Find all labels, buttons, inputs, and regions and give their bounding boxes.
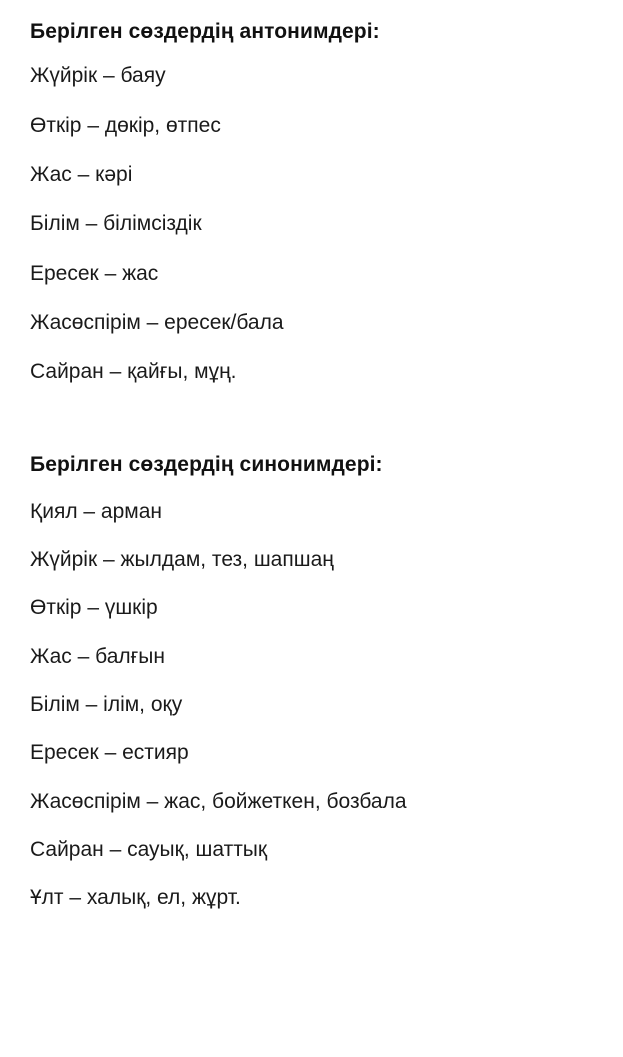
section-divider-space — [30, 385, 599, 451]
list-item: Өткір – үшкір — [30, 596, 158, 620]
list-item: Білім – ілім, оқу — [30, 692, 183, 716]
synonyms-section — [30, 451, 599, 911]
list-item: Өткір – дөкір, өтпес — [30, 113, 221, 137]
list-item: Жасөспірім – жас, бойжеткен, бозбала — [30, 789, 407, 813]
synonyms-heading: Берілген сөздердің синонимдері: — [30, 453, 383, 477]
list-item: Қиял – арман — [30, 499, 163, 523]
list-item: Ересек – жас — [30, 261, 159, 285]
list-item: Жас – кәрі — [30, 162, 133, 186]
antonyms-list — [30, 62, 599, 385]
list-item: Жүйрік – баяу — [30, 64, 166, 88]
list-item: Жүйрік – жылдам, тез, шапшаң — [30, 548, 334, 572]
list-item: Жасөспірім – ересек/бала — [30, 310, 284, 334]
list-item: Білім – білімсіздік — [30, 212, 202, 236]
list-item: Ересек – естияр — [30, 741, 189, 765]
list-item: Жас – балғын — [30, 644, 165, 668]
antonyms-heading: Берілген сөздердің антонимдері: — [30, 20, 380, 43]
list-item: Сайран – қайғы, мұң. — [30, 360, 237, 384]
list-item: Ұлт – халық, ел, жұрт. — [30, 886, 241, 910]
antonyms-section — [30, 18, 599, 385]
synonyms-list — [30, 498, 599, 912]
list-item: Сайран – сауық, шаттық — [30, 837, 268, 861]
